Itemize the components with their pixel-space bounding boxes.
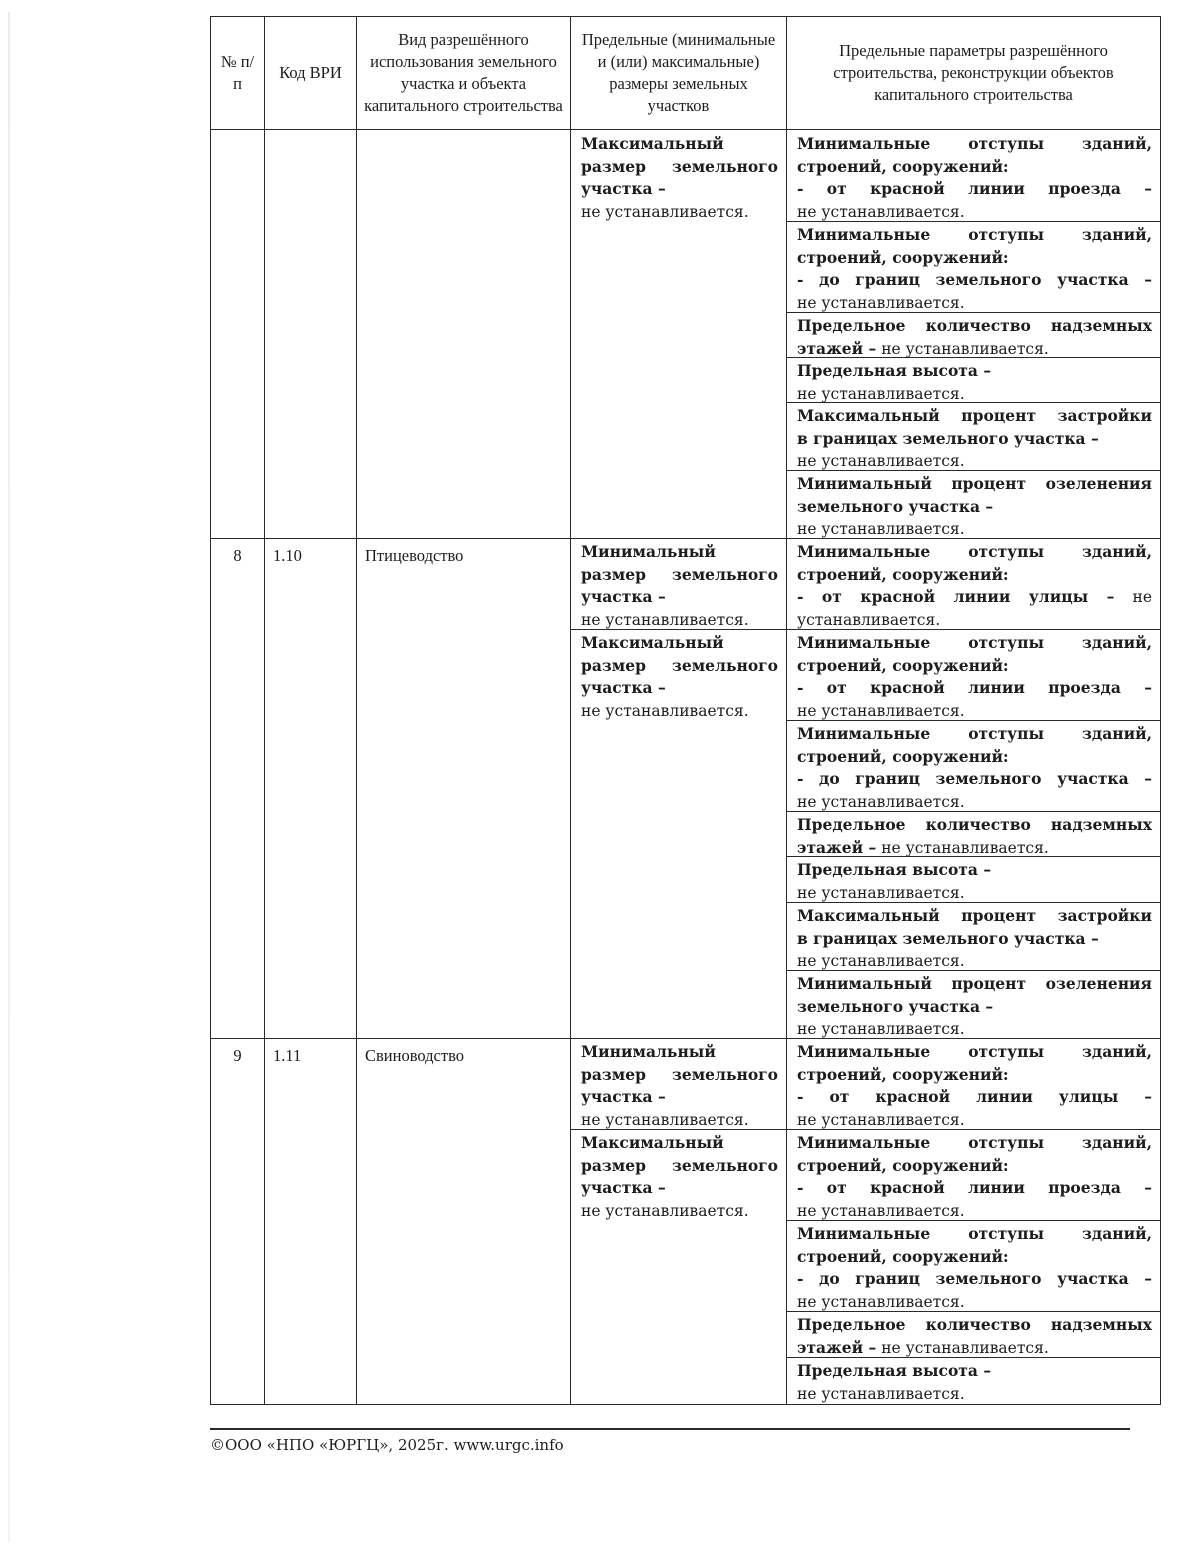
height-cell: Предельная высота – не устанавливается.	[797, 1361, 992, 1403]
header-params: Предельные параметры разрешённого строительства, реконструкции объектов капитального строительства	[787, 17, 1161, 130]
row-num: 8	[211, 539, 265, 1039]
min-size-cell: Минимальный размер земельного участка – не устанавливается.	[571, 539, 786, 630]
coverage-cell: Максимальный процент застройки в границах земельного участка – не устанавливается.	[787, 403, 1160, 471]
setback-passage-cell: Минимальные отступы зданий, строений, сооружений: - от красной линии проезда – не устанавливается.	[787, 130, 1160, 222]
header-num: № п/п	[211, 17, 265, 130]
scan-edge	[8, 12, 10, 1542]
setback-borders-cell: Минимальные отступы зданий, строений, сооружений: - до границ земельного участка – не устанавливается.	[787, 721, 1160, 812]
table-header-row	[211, 17, 1161, 130]
header-sizes: Предельные (минимальные и (или) максимальные) размеры земельных участков	[571, 17, 787, 130]
floors-cell: Предельное количество надземных этажей – не устанавливается.	[787, 812, 1160, 857]
height-cell: Предельная высота – не устанавливается.	[787, 857, 1160, 903]
row-params	[787, 539, 1161, 1039]
height-cell: Предельная высота – не устанавливается.	[787, 358, 1160, 403]
row-sizes	[571, 539, 787, 1039]
row-num: 9	[211, 1039, 265, 1405]
setback-passage-cell: Минимальные отступы зданий, строений, сооружений: - от красной линии проезда – не устанавливается.	[787, 630, 1160, 721]
row-code: 1.11	[265, 1039, 357, 1405]
coverage-cell: Максимальный процент застройки в границах земельного участка – не устанавливается.	[787, 903, 1160, 971]
row-code: 1.10	[265, 539, 357, 1039]
footer-rule	[210, 1428, 1130, 1430]
green-cell: Минимальный процент озеленения земельного участка – не устанавливается.	[797, 974, 1152, 1038]
row-params	[787, 1039, 1161, 1405]
row-params	[787, 130, 1161, 539]
header-code: Код ВРИ	[265, 17, 357, 130]
max-size-cell: Максимальный размер земельного участка – не устанавливается.	[581, 633, 778, 720]
row-use-name	[357, 130, 571, 539]
row-use-name: Птицеводство	[357, 539, 571, 1039]
table-row	[211, 130, 1161, 539]
setback-borders-cell: Минимальные отступы зданий, строений, сооружений: - до границ земельного участка – не устанавливается.	[787, 222, 1160, 313]
setback-borders-cell: Минимальные отступы зданий, строений, сооружений: - до границ земельного участка – не устанавливается.	[787, 1221, 1160, 1312]
row-use-name: Свиноводство	[357, 1039, 571, 1405]
max-size-cell: Максимальный размер земельного участка – не устанавливается.	[581, 1133, 778, 1220]
row-code	[265, 130, 357, 539]
green-cell: Минимальный процент озеленения земельного участка – не устанавливается.	[797, 474, 1152, 538]
header-use: Вид разрешённого использования земельного участка и объекта капитального строительства	[357, 17, 571, 130]
footer-copyright: ©ООО «НПО «ЮРГЦ», 2025г. www.urgc.info	[210, 1436, 564, 1454]
floors-cell: Предельное количество надземных этажей – не устанавливается.	[787, 1312, 1160, 1358]
row-sizes	[571, 130, 787, 539]
floors-cell: Предельное количество надземных этажей – не устанавливается.	[787, 313, 1160, 358]
setback-street-cell: Минимальные отступы зданий, строений, сооружений: - от красной линии улицы – не устанавливается.	[787, 539, 1160, 630]
max-size-cell: Максимальный размер земельного участка – не устанавливается.	[581, 134, 778, 221]
row-num	[211, 130, 265, 539]
setback-passage-cell: Минимальные отступы зданий, строений, сооружений: - от красной линии проезда – не устанавливается.	[787, 1130, 1160, 1221]
regulations-table	[210, 16, 1161, 1405]
table-row	[211, 539, 1161, 1039]
min-size-cell: Минимальный размер земельного участка – не устанавливается.	[571, 1039, 786, 1130]
row-sizes	[571, 1039, 787, 1405]
setback-street-cell: Минимальные отступы зданий, строений, сооружений: - от красной линии улицы – не устанавливается.	[787, 1039, 1160, 1130]
table-row	[211, 1039, 1161, 1405]
